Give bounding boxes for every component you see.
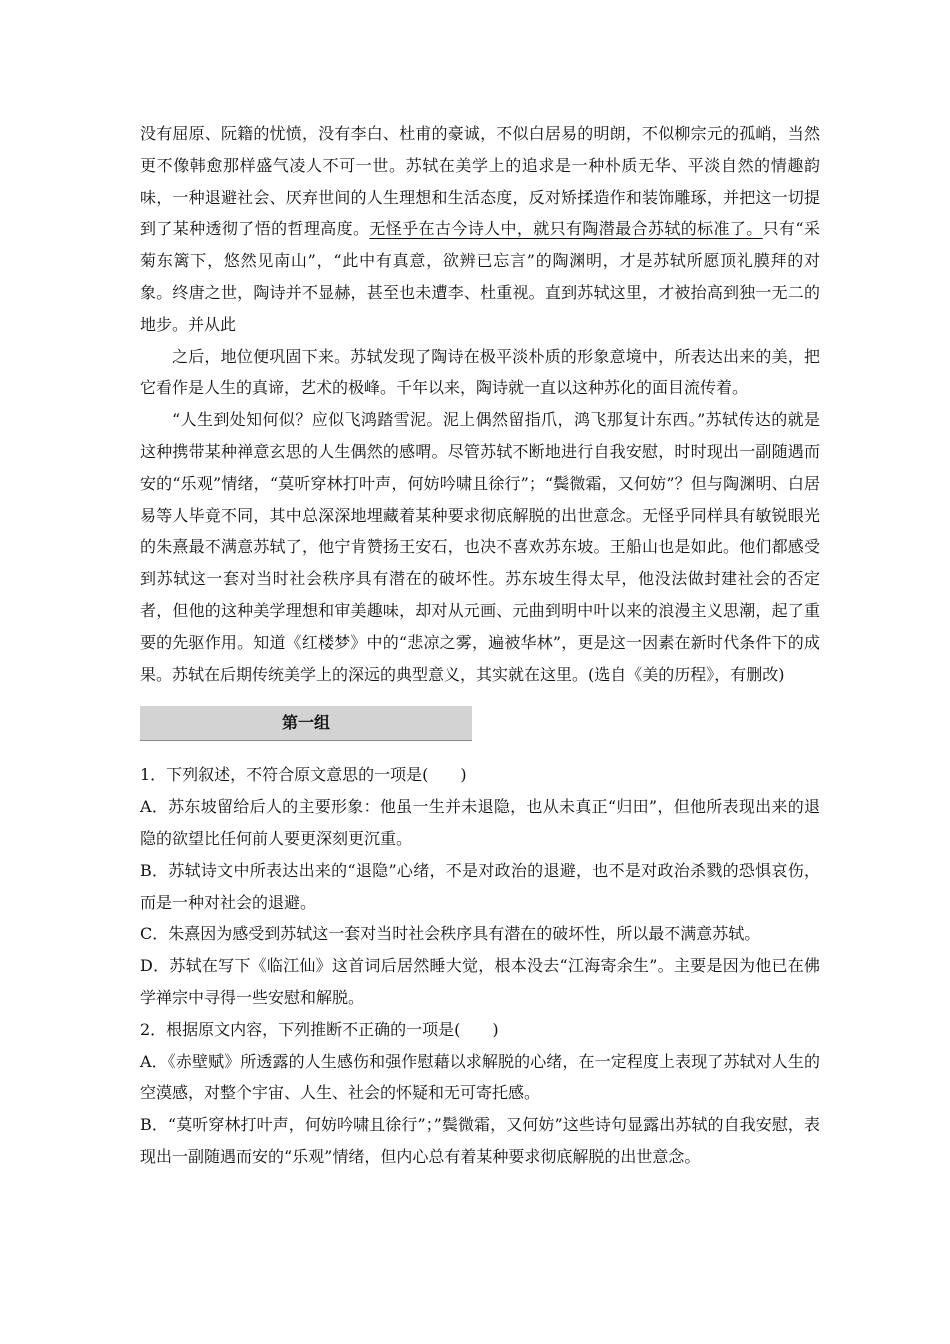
- option-a: A．《赤壁赋》所透露的人生感伤和强作慰藉以求解脱的心绪，在一定程度上表现了苏轼对人生的空漠感，对整个宇宙、人生、社会的怀疑和无可寄托感。: [140, 1051, 820, 1103]
- underlined-sentence: 无怪乎在古今诗人中，就只有陶潜最合苏轼的标准了。: [369, 219, 763, 239]
- passage-text: 只有“采菊东篱下，悠然见南山”，“此中有真意，欲辨已忘言”的陶渊明，才是苏轼所愿顶礼膜拜的对象。终唐之世，陶诗并不显赫，甚至也未遭李、杜重视。直到苏轼这里，才被抬高到独一无二的地步。并从此: [140, 219, 820, 334]
- question-stem: 2．根据原文内容，下列推断不正确的一项是( ): [140, 1019, 499, 1039]
- option-d: D．苏轼在写下《临江仙》这首词后居然睡大觉，根本没去“江海寄余生”。主要是因为他已在佛学禅宗中寻得一些安慰和解脱。: [140, 956, 820, 1007]
- option-c: C．朱熹因为感受到苏轼这一套对当时社会秩序具有潜在的破坏性，所以最不满意苏轼。: [140, 924, 761, 944]
- document-page: [140, 118, 820, 1173]
- option-b: B．“莫听穿林打叶声，何妨吟啸且徐行”；”鬓微霜，又何妨”这些诗句显露出苏轼的自我安慰，表现出一副随遇而安的“乐观”情绪，但内心总有着某种要求彻底解脱的出世意念。: [140, 1115, 820, 1166]
- question-2: [140, 1014, 820, 1173]
- passage-paragraph-1: [140, 118, 820, 341]
- passage-text: 没有屈原、阮籍的忧愤，没有李白、杜甫的豪诚，不似白居易的明朗，不似柳宗元的孤峭，当然更不像韩愈那样盛气凌人不可一世。苏轼在美学上的追求是一种朴质无华、平淡自然的情趣韵味，一种退避社会、厌弃世间的人生理想和生活态度，反对矫揉造作和装饰雕琢，并把这一切提到了某种透彻了悟的哲理高度。: [140, 124, 820, 239]
- question-1: [140, 759, 820, 1013]
- section-title: 第一组: [281, 713, 330, 733]
- question-stem: 1．下列叙述，不符合原文意思的一项是( ): [140, 765, 467, 785]
- passage-paragraph-2: 之后，地位便巩固下来。苏轼发现了陶诗在极平淡朴质的形象意境中，所表达出来的美，把它看作是人生的真谛，艺术的极峰。千年以来，陶诗就一直以这种苏化的面目流传着。: [140, 346, 820, 398]
- option-b: B．苏轼诗文中所表达出来的“退隐”心绪，不是对政治的退避，也不是对政治杀戮的恐惧哀伤，而是一种对社会的退避。: [140, 860, 820, 912]
- option-a: A．苏东坡留给后人的主要形象：他虽一生并未退隐，也从未真正“归田”，但他所表现出来的退隐的欲望比任何前人要更深刻更沉重。: [140, 797, 820, 848]
- passage-paragraph-3: “人生到处知何似？应似飞鸿踏雪泥。泥上偶然留指爪，鸿飞那复计东西。”苏轼传达的就是这种携带某种禅意玄思的人生偶然的感喟。尽管苏轼不断地进行自我安慰，时时现出一副随遇而安的“乐观”情绪，“莫听穿林打叶声，何妨吟啸且徐行”；“鬓微霜，又何妨”？但与陶渊明、白居易等人毕竟不同，其中总深深地埋藏着某种要求彻底解脱的出世意念。无怪乎同样具有敏锐眼光的朱熹最不满意苏轼了，他宁肯赞扬王安石，也决不喜欢苏东坡。王船山也是如此。他们都感受到苏轼这一套对当时社会秩序具有潜在的破坏性。苏东坡生得太早，他没法做封建社会的否定者，但他的这种美学理想和审美趣味，却对从元画、元曲到明中叶以来的浪漫主义思潮，起了重要的先驱作用。知道《红楼梦》中的“悲凉之雾，遍被华林”，更是这一因素在新时代条件下的成果。苏轼在后期传统美学上的深远的典型意义，其实就在这里。(选自《美的历程》，有删改): [140, 410, 820, 684]
- section-header: [140, 706, 472, 741]
